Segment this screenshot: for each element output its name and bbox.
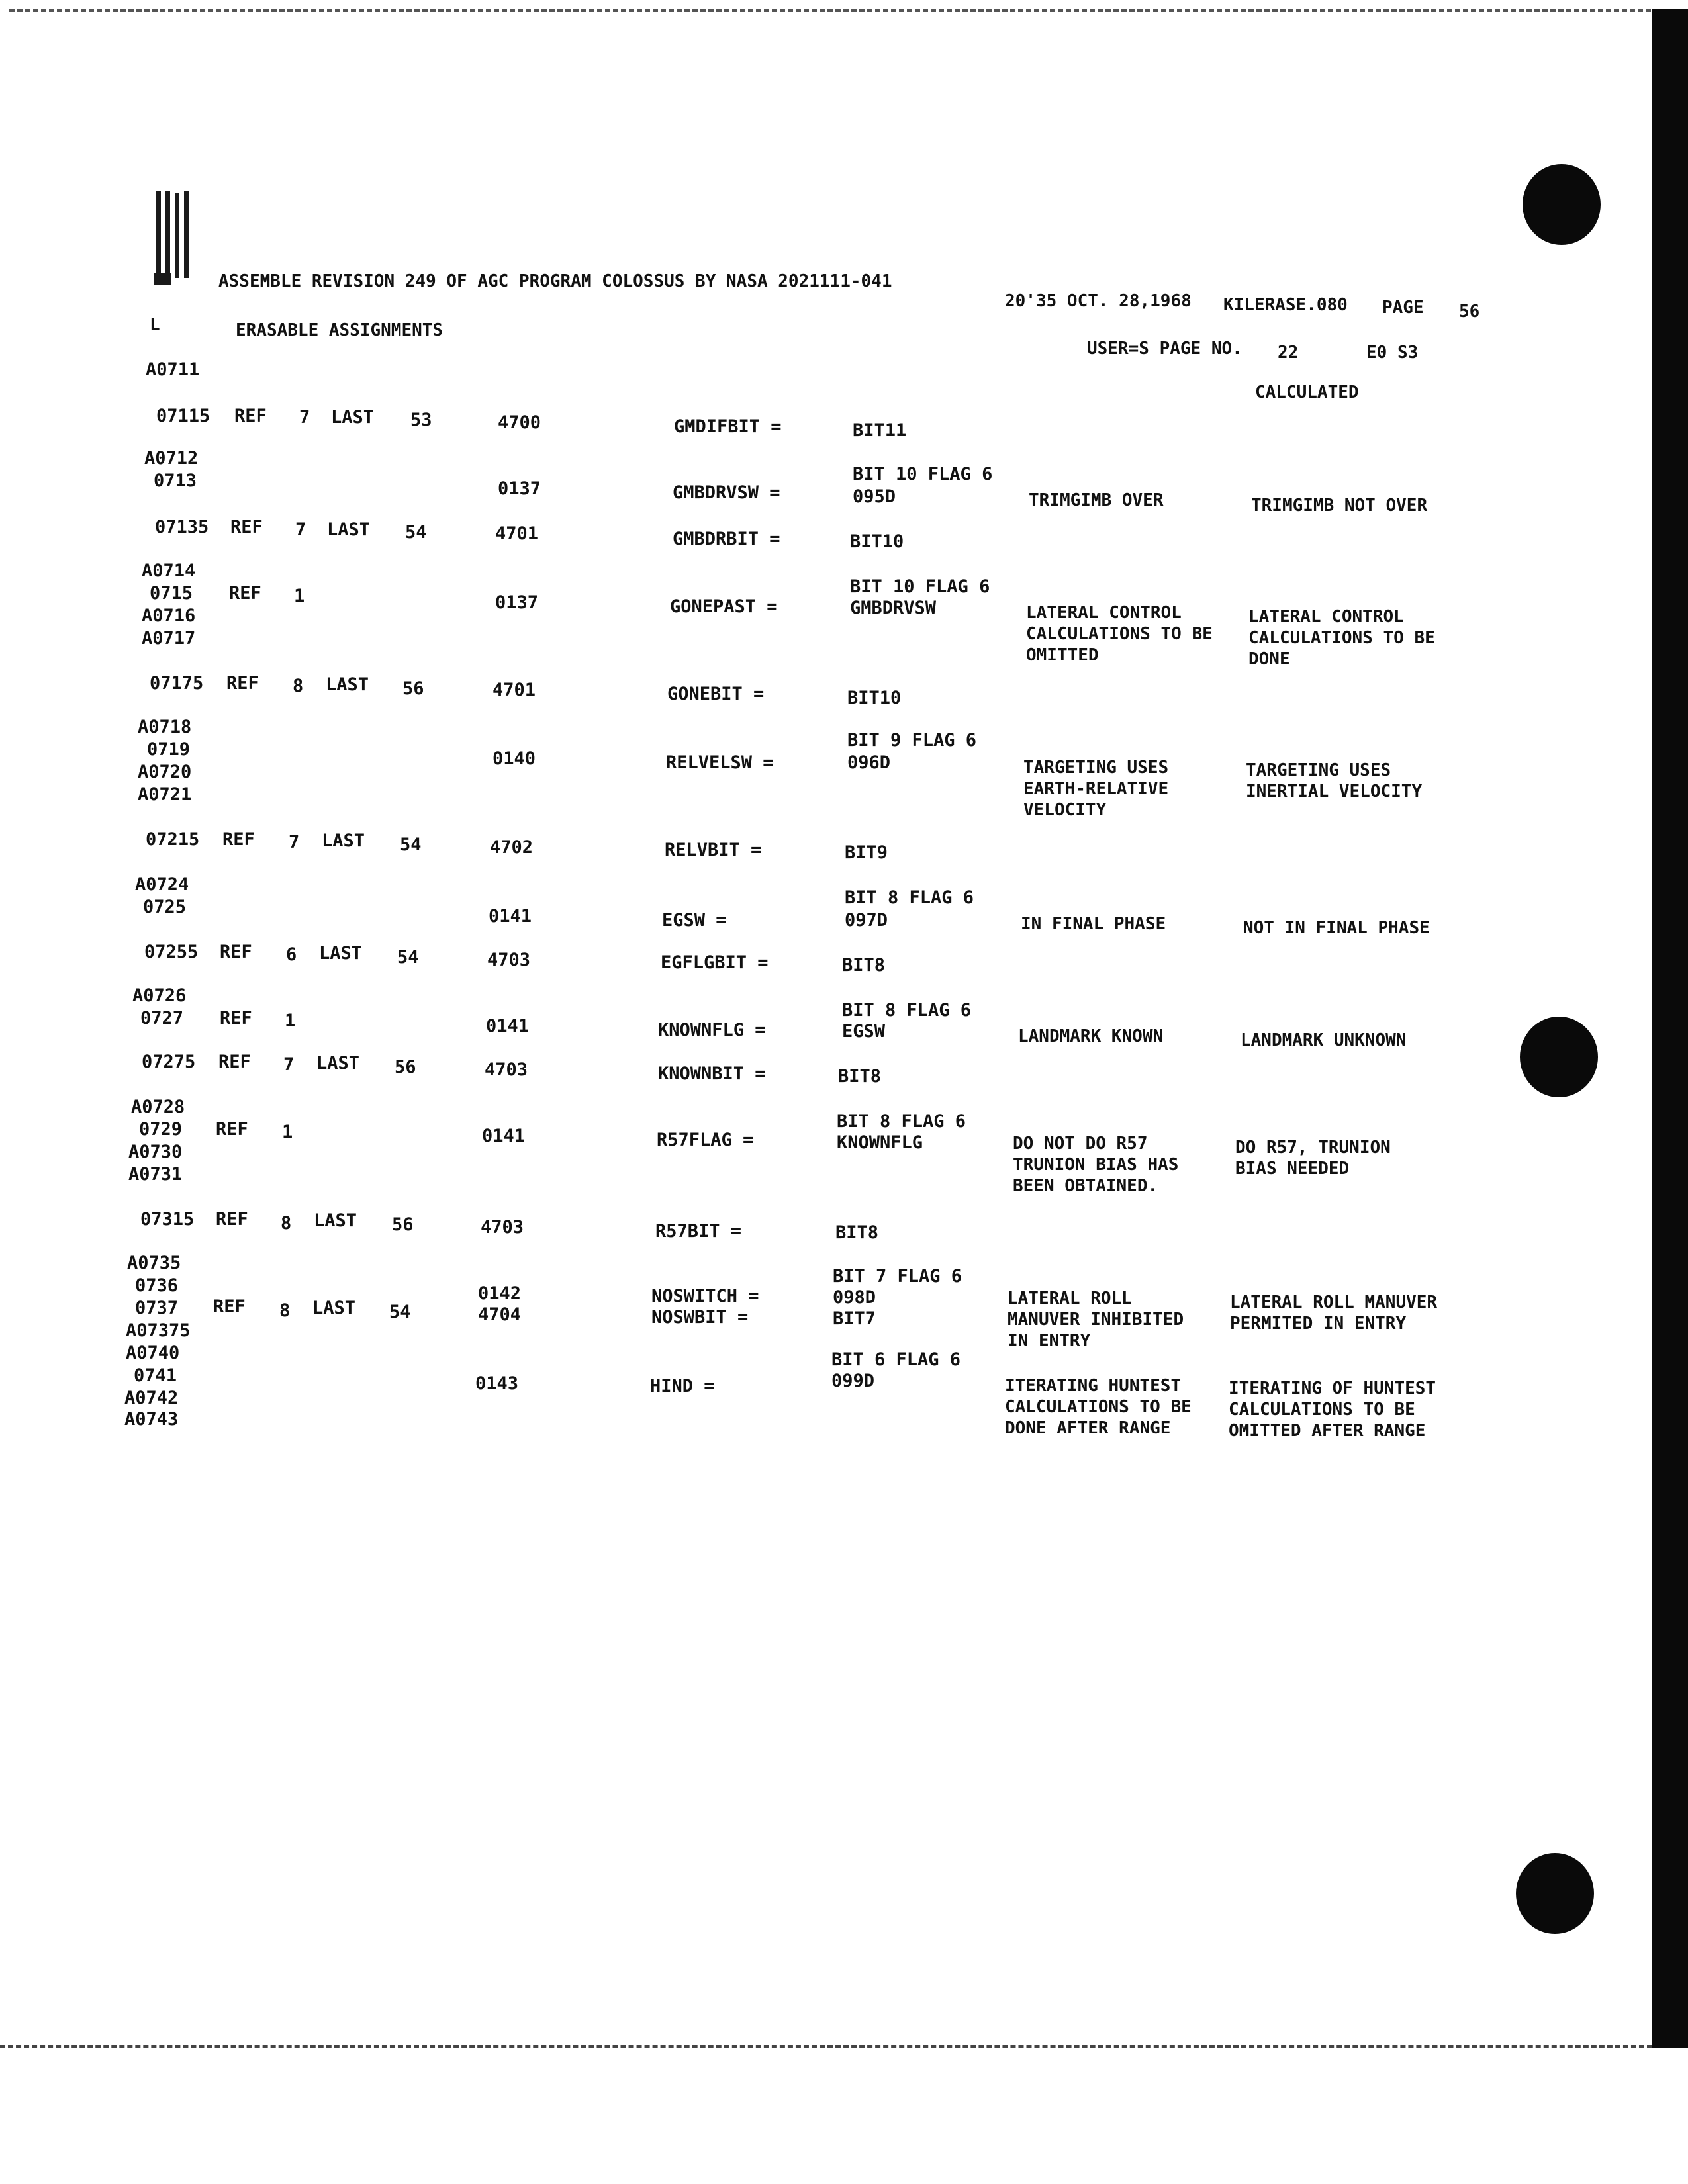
symbol-assignment: KNOWNFLG = <box>658 1020 766 1040</box>
ref-keyword: REF <box>218 1052 251 1072</box>
description-if-set: ITERATING HUNTEST CALCULATIONS TO BE DONE AFTER RANGE <box>1005 1376 1192 1438</box>
line-label: A0711 <box>146 359 200 380</box>
ref-count: 6 <box>286 944 297 965</box>
ref-last: LAST <box>314 1210 357 1231</box>
ref-count: 1 <box>294 586 305 606</box>
ref-page: 54 <box>389 1302 411 1322</box>
scan-bottom-edge <box>0 2045 1652 2048</box>
binder-hole-top <box>1523 164 1601 245</box>
line-label: A0720 <box>138 762 192 782</box>
flag-bit: BIT 10 FLAG 6 <box>850 576 990 597</box>
ref-keyword: REF <box>216 1209 248 1230</box>
flag-word: 095D <box>853 486 896 507</box>
symbol-assignment: GONEBIT = <box>667 684 765 704</box>
ref-location: 07315 <box>140 1209 195 1230</box>
symbol-assignment: HIND = <box>650 1376 715 1396</box>
description-if-set: TRIMGIMB OVER <box>1029 490 1164 510</box>
ref-location: 07175 <box>150 673 204 694</box>
flag-bit: BIT 6 FLAG 6 <box>831 1349 961 1370</box>
description-if-clear: DO R57, TRUNION BIAS NEEDED <box>1235 1138 1391 1179</box>
address: 4703 <box>481 1217 524 1238</box>
scan-right-edge <box>1652 9 1688 2048</box>
description-if-clear: LATERAL ROLL MANUVER PERMITED IN ENTRY <box>1230 1293 1438 1334</box>
symbol-value: BIT10 <box>847 688 902 708</box>
ref-keyword: REF <box>222 829 255 850</box>
ref-count: 7 <box>295 520 306 540</box>
address: 4703 <box>485 1060 528 1080</box>
line-label: A0731 <box>128 1164 183 1185</box>
address: 0137 <box>498 478 541 499</box>
line-label: A0717 <box>142 628 196 649</box>
ref-count: 1 <box>285 1011 296 1031</box>
ref-page: 54 <box>405 522 427 543</box>
flag-word: 096D <box>847 752 891 773</box>
users-page-label: USER=S PAGE NO. <box>1087 339 1243 359</box>
ref-page: 56 <box>402 678 424 699</box>
description-if-set: DO NOT DO R57 TRUNION BIAS HAS BEEN OBTAINED. <box>1013 1134 1179 1196</box>
flag-word: 099D <box>831 1371 875 1391</box>
ref-count: 8 <box>293 676 304 696</box>
line-label: A0721 <box>138 784 192 805</box>
flag-bit: BIT 9 FLAG 6 <box>847 730 977 751</box>
flag-bit: BIT 10 FLAG 6 <box>853 464 993 484</box>
symbol-assignment: EGSW = <box>662 910 727 931</box>
description-if-set: LANDMARK KNOWN <box>1018 1026 1164 1046</box>
symbol-value: BIT11 <box>853 420 907 441</box>
ref-last: LAST <box>327 520 371 540</box>
description-if-clear: TARGETING USES INERTIAL VELOCITY <box>1246 760 1423 801</box>
symbol-value: BIT8 <box>835 1222 879 1243</box>
page-header-title: ASSEMBLE REVISION 249 OF AGC PROGRAM COLOSSUS BY NASA 2021111-041 <box>218 271 892 291</box>
symbol-assignment: GMBDRVSW = <box>673 482 780 503</box>
line-label: 0719 <box>147 739 191 760</box>
header-page-number: 56 <box>1459 302 1480 322</box>
ref-last: LAST <box>312 1298 356 1318</box>
address: 0141 <box>489 906 532 927</box>
binder-hole-bottom <box>1516 1853 1594 1934</box>
line-label: A0735 <box>127 1253 181 1273</box>
address: 0142 <box>478 1283 522 1304</box>
description-if-set: LATERAL ROLL MANUVER INHIBITED IN ENTRY <box>1008 1289 1184 1351</box>
symbol-assignment: R57FLAG = <box>657 1130 754 1150</box>
symbol-value: BIT8 <box>842 955 886 976</box>
header-page-label: PAGE <box>1382 298 1424 318</box>
ref-last: LAST <box>326 674 369 695</box>
symbol-assignment: GONEPAST = <box>670 596 778 617</box>
ref-location: 07255 <box>144 942 199 962</box>
line-label: A0718 <box>138 717 192 737</box>
ref-last: LAST <box>331 407 375 428</box>
line-label: 0736 <box>135 1275 179 1296</box>
address: 0141 <box>482 1126 526 1146</box>
line-label: 0737 <box>135 1298 179 1318</box>
flag-word: EGSW <box>842 1021 886 1042</box>
calculated-label: CALCULATED <box>1255 383 1359 402</box>
ref-page: 56 <box>395 1057 416 1077</box>
scan-top-edge <box>9 9 1651 12</box>
line-label: A0712 <box>144 448 199 469</box>
address: 0140 <box>492 749 536 769</box>
address: 0141 <box>486 1016 530 1036</box>
flag-bit: BIT 8 FLAG 6 <box>845 887 974 908</box>
ref-keyword: REF <box>216 1119 248 1140</box>
address: 4703 <box>487 950 531 970</box>
description-if-clear: NOT IN FINAL PHASE <box>1243 918 1430 938</box>
address: 4701 <box>495 523 539 544</box>
description-if-set: IN FINAL PHASE <box>1021 914 1166 934</box>
symbol-assignment: KNOWNBIT = <box>658 1064 766 1084</box>
ref-location: 07275 <box>142 1052 196 1072</box>
ref-count: 8 <box>281 1213 292 1234</box>
flag-bit: BIT 8 FLAG 6 <box>837 1111 966 1132</box>
ref-keyword: REF <box>230 517 263 537</box>
line-label: 0741 <box>134 1365 177 1386</box>
flag-word: GMBDRVSW <box>850 598 937 618</box>
ref-keyword: REF <box>226 673 259 694</box>
ref-last: LAST <box>319 943 363 964</box>
line-label: 0729 <box>139 1119 183 1140</box>
ref-keyword: REF <box>220 1008 252 1028</box>
flag-word: 097D <box>845 910 888 931</box>
symbol-value: BIT10 <box>850 531 904 552</box>
line-label: 0725 <box>143 897 187 917</box>
line-label: A0726 <box>132 985 187 1006</box>
ref-page: 54 <box>397 947 419 968</box>
e-code: E0 S3 <box>1366 343 1419 363</box>
ref-last: LAST <box>316 1053 360 1073</box>
symbol-assignment: GMDIFBIT = <box>674 416 782 437</box>
line-label: A0728 <box>131 1097 185 1117</box>
flag-bit: BIT 7 FLAG 6 <box>833 1266 962 1287</box>
header-datetime: 20'35 OCT. 28,1968 <box>1005 291 1192 311</box>
ref-page: 56 <box>392 1214 414 1235</box>
ref-keyword: REF <box>229 583 261 604</box>
address: 0143 <box>475 1373 519 1394</box>
flag-bit: BIT 8 FLAG 6 <box>842 1000 972 1021</box>
header-l-marker: L <box>150 315 160 335</box>
ref-count: 7 <box>283 1054 295 1075</box>
description-if-clear: LANDMARK UNKNOWN <box>1241 1030 1407 1050</box>
line-label: 0715 <box>150 583 193 604</box>
symbol-value: BIT8 <box>838 1066 882 1087</box>
ref-count: 7 <box>289 832 300 852</box>
description-if-set: LATERAL CONTROL CALCULATIONS TO BE OMITTED <box>1026 603 1213 665</box>
flag-word: 098D <box>833 1287 876 1308</box>
ref-count: 8 <box>279 1300 291 1321</box>
ref-location: 07135 <box>155 517 209 537</box>
symbol-value: BIT9 <box>845 842 888 863</box>
ref-keyword: REF <box>213 1297 246 1317</box>
description-if-set: TARGETING USES EARTH-RELATIVE VELOCITY <box>1023 758 1169 820</box>
line-label: 0713 <box>154 471 197 491</box>
address: 4704 <box>478 1304 522 1325</box>
ref-count: 1 <box>282 1122 293 1142</box>
symbol-assignment: RELVBIT = <box>665 840 762 860</box>
ref-page: 54 <box>400 835 422 855</box>
description-if-clear: TRIMGIMB NOT OVER <box>1251 496 1428 516</box>
ref-count: 7 <box>299 407 310 428</box>
ref-keyword: REF <box>234 406 267 426</box>
header-file-name: KILERASE.080 <box>1223 295 1348 315</box>
description-if-clear: LATERAL CONTROL CALCULATIONS TO BE DONE <box>1248 607 1435 669</box>
line-label: A0716 <box>142 606 196 626</box>
page-subtitle: ERASABLE ASSIGNMENTS <box>236 320 444 340</box>
symbol-assignment: EGFLGBIT = <box>661 952 769 973</box>
address: 4702 <box>490 837 534 858</box>
line-label: A07375 <box>126 1320 191 1341</box>
symbol-assignment: RELVELSW = <box>666 752 774 773</box>
ref-location: 07215 <box>146 829 200 850</box>
symbol-assignment: GMBDRBIT = <box>673 529 780 549</box>
symbol-value: BIT7 <box>833 1308 876 1329</box>
ref-last: LAST <box>322 831 365 851</box>
ref-location: 07115 <box>156 406 211 426</box>
line-label: A0740 <box>126 1343 180 1363</box>
address: 0137 <box>495 592 539 613</box>
symbol-assignment: NOSWBIT = <box>651 1307 749 1328</box>
ref-keyword: REF <box>220 942 252 962</box>
symbol-assignment: NOSWITCH = <box>651 1286 759 1306</box>
line-label: A0742 <box>124 1388 179 1408</box>
address: 4701 <box>492 680 536 700</box>
line-label: A0724 <box>135 874 189 895</box>
line-label: A0743 <box>124 1409 179 1430</box>
ref-page: 53 <box>410 410 432 430</box>
line-label: 0727 <box>140 1008 184 1028</box>
address: 4700 <box>498 412 541 433</box>
flag-word: KNOWNFLG <box>837 1132 923 1153</box>
description-if-clear: ITERATING OF HUNTEST CALCULATIONS TO BE OMITTED AFTER RANGE <box>1229 1379 1436 1441</box>
line-label: A0730 <box>128 1142 183 1162</box>
line-label: A0714 <box>142 561 196 581</box>
users-page-number: 22 <box>1278 343 1299 363</box>
symbol-assignment: R57BIT = <box>655 1221 742 1242</box>
binder-hole-middle <box>1520 1017 1598 1097</box>
